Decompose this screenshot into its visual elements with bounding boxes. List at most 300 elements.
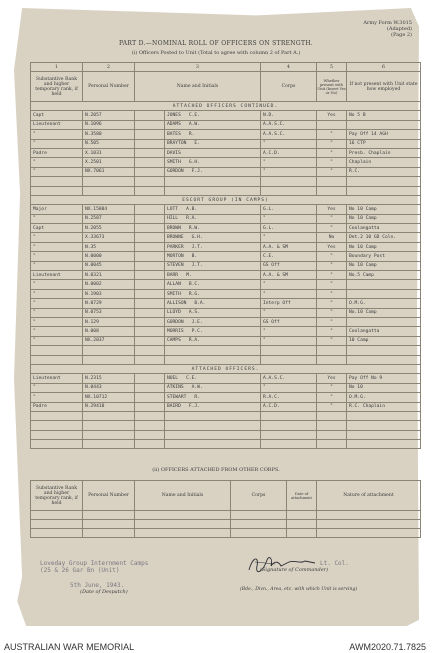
personal-number-cell: N.2055 — [83, 224, 135, 233]
name-cell — [165, 402, 261, 411]
corps-cell — [261, 411, 317, 420]
column-header-row — [31, 72, 421, 102]
initials: R. — [194, 394, 200, 400]
initials: A.S. — [188, 310, 200, 316]
personal-number-cell: N.0321 — [83, 271, 135, 280]
present-cell: Yes — [317, 242, 347, 251]
name-cell — [165, 383, 261, 392]
roll-row — [31, 421, 421, 430]
corps-cell: " — [261, 167, 317, 176]
present-cell: " — [317, 139, 347, 148]
surname: LOTT — [167, 206, 179, 212]
corps-cell: N.D. — [261, 111, 317, 120]
rank-cell: " — [31, 214, 83, 223]
surname: ADAMS — [167, 122, 181, 128]
form-id-line2: (Adapted) — [386, 26, 412, 32]
rank-cell — [31, 440, 83, 449]
surname: SMITH — [167, 160, 181, 166]
employment-cell: Coolangatta — [347, 224, 421, 233]
surname: BATES — [167, 131, 181, 137]
name-cell — [165, 186, 261, 195]
initials: G.H. — [188, 160, 200, 166]
attached-section-title: (ii) OFFICERS ATTACHED FROM OTHER CORPS. — [152, 467, 280, 473]
employment-cell: 10 Camp — [347, 336, 421, 345]
present-cell — [317, 120, 347, 129]
personal-number-cell: NX.15804 — [83, 205, 135, 214]
attached-header-date: Date of attachment — [287, 481, 317, 511]
present-cell: " — [317, 299, 347, 308]
rank-cell: Capt — [31, 224, 83, 233]
form-id-line3: (Page 2) — [391, 32, 412, 38]
form-id-line1: Army Form W.3015 — [363, 20, 412, 26]
corps-cell — [261, 186, 317, 195]
employment-cell: Coolangatta — [347, 327, 421, 336]
present-cell — [317, 421, 347, 430]
employment-cell: No 10 Camp — [347, 205, 421, 214]
initials: R. — [188, 131, 195, 137]
corps-cell: " — [261, 289, 317, 298]
rank-cell: " — [31, 289, 83, 298]
initials-gap-cell — [135, 111, 165, 120]
rank-cell: " — [31, 139, 83, 148]
roll-row — [31, 233, 421, 242]
initials: C.E. — [186, 376, 198, 382]
personal-number-cell: NX.2037 — [83, 336, 135, 345]
name-cell — [165, 430, 261, 439]
initials: M. — [186, 272, 192, 278]
part-title: PART D.—NOMINAL ROLL OF OFFICERS ON STRENGTH. — [119, 40, 313, 47]
roll-row — [31, 327, 421, 336]
rank-cell: " — [31, 242, 83, 251]
corps-cell: A.A.S.C. — [261, 374, 317, 383]
initials: J.T. — [191, 244, 203, 250]
header-personal-number: Personal Number — [83, 72, 135, 102]
roll-row — [31, 177, 421, 186]
personal-number-cell: N.2315 — [83, 374, 135, 383]
corps-cell: " — [261, 214, 317, 223]
rank-cell — [31, 177, 83, 186]
present-cell: " — [317, 317, 347, 326]
personal-number-cell — [83, 177, 135, 186]
employment-cell: No 5 B — [347, 111, 421, 120]
employment-cell — [347, 421, 421, 430]
personal-number-cell: N.0002 — [83, 280, 135, 289]
surname: MORRIS — [167, 329, 184, 335]
employment-cell: Boundary Post — [347, 252, 421, 261]
corps-cell — [261, 430, 317, 439]
employment-cell: Presb. Chaplain — [347, 148, 421, 157]
roll-row — [31, 139, 421, 148]
surname: HILL — [167, 216, 179, 222]
corps-cell: R.A.C. — [261, 393, 317, 402]
initials-gap-cell — [135, 430, 165, 439]
rank-cell: " — [31, 317, 83, 326]
roll-row — [31, 261, 421, 270]
employment-cell: 16 CTP — [347, 139, 421, 148]
surname: BRAYTON — [167, 141, 187, 147]
name-cell — [165, 299, 261, 308]
corps-cell — [261, 355, 317, 364]
employment-cell — [347, 120, 421, 129]
name-cell — [165, 224, 261, 233]
name-cell — [165, 440, 261, 449]
present-cell: " — [317, 148, 347, 157]
rank-cell: Lieutenant — [31, 374, 83, 383]
roll-row — [31, 158, 421, 167]
personal-number-cell: N.0729 — [83, 299, 135, 308]
attached-header-rank: Substantive Rank and higher temporary rank, if held — [31, 481, 83, 511]
initials-gap-cell — [135, 252, 165, 261]
employment-cell — [347, 317, 421, 326]
roll-row — [31, 383, 421, 392]
surname: ALLAN — [167, 282, 181, 288]
initials: R.A. — [188, 338, 200, 344]
initials: R.A. — [186, 216, 198, 222]
section-heading-row — [31, 364, 421, 373]
present-cell: " — [317, 130, 347, 139]
initials-gap-cell — [135, 167, 165, 176]
present-cell: " — [317, 261, 347, 270]
employment-cell: Pay Off No 9 — [347, 374, 421, 383]
initials-gap-cell — [135, 233, 165, 242]
personal-number-cell: N.0000 — [83, 252, 135, 261]
rank-cell: " — [31, 158, 83, 167]
roll-row — [31, 440, 421, 449]
name-cell — [165, 280, 261, 289]
employment-cell — [347, 346, 421, 355]
col-number-2: 2 — [83, 63, 135, 72]
roll-row — [31, 271, 421, 280]
section-heading-row — [31, 102, 421, 111]
roll-row — [31, 336, 421, 345]
corps-cell: C.E. — [261, 252, 317, 261]
initials-gap-cell — [135, 130, 165, 139]
corps-cell: " — [261, 308, 317, 317]
initials-gap-cell — [135, 139, 165, 148]
employment-cell — [347, 411, 421, 420]
personal-number-cell: N.008 — [83, 327, 135, 336]
personal-number-cell: X.2501 — [83, 158, 135, 167]
header-employment: If not present with Unit state how employed — [347, 72, 421, 102]
present-cell: " — [317, 158, 347, 167]
rank-cell: " — [31, 308, 83, 317]
employment-cell: Chaplain — [347, 158, 421, 167]
signature-block — [240, 560, 410, 592]
rank-cell: " — [31, 336, 83, 345]
surname: BAIRD — [167, 404, 181, 410]
name-cell — [165, 271, 261, 280]
corps-cell: " — [261, 280, 317, 289]
surname: PARKER — [167, 244, 184, 250]
employment-cell — [347, 280, 421, 289]
column-number-row — [31, 63, 421, 72]
name-cell — [165, 148, 261, 157]
surname: CAMPS — [167, 338, 181, 344]
header-rank: Substantive Rank and higher temporary rank, if held — [31, 72, 83, 102]
corps-cell: A.A. & SM — [261, 242, 317, 251]
name-cell — [165, 421, 261, 430]
initials: J.T. — [191, 263, 203, 269]
rank-cell: " — [31, 130, 83, 139]
section-heading-row — [31, 195, 421, 204]
corps-cell: A.A.S.C. — [261, 130, 317, 139]
personal-number-cell: N.2587 — [83, 214, 135, 223]
roll-row — [31, 411, 421, 420]
bde-label: (Bde., Divn., Area, etc. with which Unit is serving) — [240, 587, 358, 592]
employment-cell: Det.2 10 GD Coln. — [347, 233, 421, 242]
attached-header-corps: Corps — [231, 481, 287, 511]
rank-cell: Lieutenant — [31, 120, 83, 129]
roll-row — [31, 317, 421, 326]
name-cell — [165, 289, 261, 298]
present-cell: " — [317, 214, 347, 223]
personal-number-cell: N.1903 — [83, 289, 135, 298]
rank-cell — [31, 430, 83, 439]
name-cell — [165, 308, 261, 317]
col-number-4: 4 — [261, 63, 317, 72]
attached-empty-row — [31, 511, 421, 520]
employment-cell: No.10 Camp — [347, 308, 421, 317]
initials: P.C. — [191, 329, 203, 335]
initials-gap-cell — [135, 205, 165, 214]
initials-gap-cell — [135, 148, 165, 157]
header-name: Name and Initials — [135, 72, 261, 102]
roll-body — [31, 102, 421, 449]
initials-gap-cell — [135, 336, 165, 345]
surname: STEWART — [167, 394, 187, 400]
corps-cell: " — [261, 336, 317, 345]
rank-cell: " — [31, 252, 83, 261]
archive-footer — [0, 633, 432, 653]
corps-cell: " — [261, 383, 317, 392]
roll-row — [31, 205, 421, 214]
initials: G.H. — [191, 235, 203, 241]
personal-number-cell: N.129 — [83, 317, 135, 326]
present-cell — [317, 440, 347, 449]
present-cell: " — [317, 252, 347, 261]
employment-cell: No 10 Camp — [347, 214, 421, 223]
rank-cell: Major — [31, 205, 83, 214]
present-cell: " — [317, 402, 347, 411]
initials-gap-cell — [135, 289, 165, 298]
present-cell — [317, 186, 347, 195]
present-cell: " — [317, 167, 347, 176]
roll-row — [31, 224, 421, 233]
present-cell: Yes — [317, 205, 347, 214]
initials: F.J. — [188, 404, 200, 410]
surname: ALLISON — [167, 300, 187, 306]
attached-header-row — [31, 481, 421, 511]
name-cell — [165, 317, 261, 326]
roll-row — [31, 289, 421, 298]
attached-header-number: Personal Number — [83, 481, 135, 511]
employment-cell — [347, 177, 421, 186]
personal-number-cell: NX.7061 — [83, 167, 135, 176]
name-cell — [165, 242, 261, 251]
employment-cell: No.5 Camp — [347, 271, 421, 280]
name-cell — [165, 139, 261, 148]
employment-cell: No 10 — [347, 383, 421, 392]
employment-cell: R.C. — [347, 167, 421, 176]
initials-gap-cell — [135, 411, 165, 420]
surname: STEVEN — [167, 263, 184, 269]
despatch-date-label: (Date of Despatch) — [80, 589, 128, 595]
part-subtitle: (i) Officers Posted to Unit (Total to agree with column 2 of Part A.) — [131, 50, 301, 56]
nominal-roll-table — [30, 62, 421, 449]
personal-number-cell — [83, 421, 135, 430]
present-cell: " — [317, 308, 347, 317]
initials: A.W. — [188, 122, 200, 128]
present-cell: " — [317, 271, 347, 280]
corps-cell: " — [261, 327, 317, 336]
name-cell — [165, 205, 261, 214]
attached-officers-table — [30, 480, 421, 538]
header-present: Whether present with Unit (Insert Yes or No) — [317, 72, 347, 102]
personal-number-cell — [83, 186, 135, 195]
section-heading: ATTACHED OFFICERS CONTINUED. — [31, 102, 421, 111]
initials-gap-cell — [135, 355, 165, 364]
name-cell — [165, 130, 261, 139]
rank-cell: " — [31, 280, 83, 289]
corps-cell: A.A.S.C. — [261, 120, 317, 129]
corps-cell: GS Off — [261, 261, 317, 270]
personal-number-cell: N.0443 — [83, 383, 135, 392]
surname: NOEL — [167, 376, 179, 382]
name-cell — [165, 393, 261, 402]
initials-gap-cell — [135, 214, 165, 223]
corps-cell: A.A. & SM — [261, 271, 317, 280]
initials: A.W. — [191, 385, 203, 391]
employment-cell — [347, 289, 421, 298]
rank-cell: Lieutenant — [31, 271, 83, 280]
roll-row — [31, 308, 421, 317]
rank-cell: " — [31, 261, 83, 270]
name-cell — [165, 214, 261, 223]
archive-reference: AWM2020.71.7825 — [349, 642, 426, 652]
personal-number-cell — [83, 440, 135, 449]
initials: C.E. — [188, 113, 200, 119]
rank-cell — [31, 346, 83, 355]
personal-number-cell — [83, 411, 135, 420]
name-cell — [165, 374, 261, 383]
rank-cell: " — [31, 327, 83, 336]
personal-number-cell: N.0045 — [83, 261, 135, 270]
employment-cell: Pay Off 14 AGH — [347, 130, 421, 139]
present-cell: " — [317, 336, 347, 345]
personal-number-cell: X.1031 — [83, 148, 135, 157]
employment-cell: O.M.G. — [347, 393, 421, 402]
roll-row — [31, 120, 421, 129]
initials: E. — [194, 141, 200, 147]
initials-gap-cell — [135, 308, 165, 317]
rank-cell: Capt — [31, 111, 83, 120]
roll-row — [31, 130, 421, 139]
present-cell: " — [317, 327, 347, 336]
personal-number-cell: N.29410 — [83, 402, 135, 411]
personal-number-cell: X.33673 — [83, 233, 135, 242]
corps-cell — [261, 346, 317, 355]
attached-header-nature: Nature of attachment — [317, 481, 421, 511]
unit-typed-line2: (25 & 26 Gar Bn (Unit) — [40, 567, 120, 574]
initials: R.G. — [188, 291, 200, 297]
initials-gap-cell — [135, 177, 165, 186]
initials-gap-cell — [135, 186, 165, 195]
present-cell — [317, 411, 347, 420]
rank-cell — [31, 411, 83, 420]
unit-block — [40, 560, 220, 595]
corps-cell: " — [261, 233, 317, 242]
initials-gap-cell — [135, 440, 165, 449]
col-number-3: 3 — [135, 63, 261, 72]
initials-gap-cell — [135, 120, 165, 129]
roll-row — [31, 299, 421, 308]
personal-number-cell: NX.10712 — [83, 393, 135, 402]
roll-row — [31, 393, 421, 402]
present-cell: " — [317, 224, 347, 233]
name-cell — [165, 355, 261, 364]
present-cell: Yes — [317, 111, 347, 120]
initials: B.A. — [194, 300, 206, 306]
name-cell — [165, 167, 261, 176]
initials-gap-cell — [135, 242, 165, 251]
initials: J.E. — [191, 319, 203, 325]
corps-cell: G.L. — [261, 224, 317, 233]
surname: ATKINS — [167, 385, 184, 391]
initials-gap-cell — [135, 393, 165, 402]
name-cell — [165, 111, 261, 120]
roll-row — [31, 214, 421, 223]
despatch-date-typed: 5th June, 1943. — [70, 582, 125, 589]
personal-number-cell: N.505 — [83, 139, 135, 148]
name-cell — [165, 411, 261, 420]
attached-header-name: Name and Initials — [135, 481, 231, 511]
attached-empty-row — [31, 520, 421, 529]
corps-cell — [261, 177, 317, 186]
initials-gap-cell — [135, 224, 165, 233]
personal-number-cell: N.35 — [83, 242, 135, 251]
present-cell: " — [317, 393, 347, 402]
employment-cell — [347, 186, 421, 195]
name-cell — [165, 336, 261, 345]
name-cell — [165, 120, 261, 129]
col-number-6: 6 — [347, 63, 421, 72]
name-cell — [165, 233, 261, 242]
name-cell — [165, 158, 261, 167]
corps-cell — [261, 421, 317, 430]
surname: LLOYD — [167, 310, 181, 316]
rank-cell: Padre — [31, 148, 83, 157]
personal-number-cell: N.3580 — [83, 130, 135, 139]
col-number-1: 1 — [31, 63, 83, 72]
personal-number-cell: N.2057 — [83, 111, 135, 120]
name-cell — [165, 346, 261, 355]
initials-gap-cell — [135, 271, 165, 280]
signature-label: (Signature of Commander) — [260, 567, 329, 573]
rank-cell: " — [31, 393, 83, 402]
roll-row — [31, 280, 421, 289]
section-heading: ESCORT GROUP (IN CAMPS) — [31, 195, 421, 204]
roll-row — [31, 430, 421, 439]
corps-cell — [261, 440, 317, 449]
present-cell: " — [317, 383, 347, 392]
initials-gap-cell — [135, 346, 165, 355]
rank-cell: " — [31, 383, 83, 392]
roll-row — [31, 374, 421, 383]
initials: F.J. — [191, 169, 203, 175]
present-cell — [317, 177, 347, 186]
rank-cell — [31, 421, 83, 430]
initials: R.W. — [188, 225, 200, 231]
